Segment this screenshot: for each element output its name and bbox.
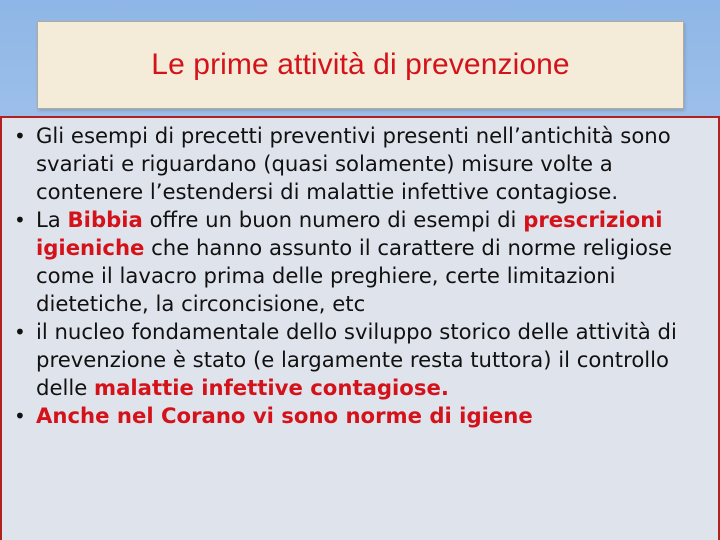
highlight-corano: Anche nel Corano vi sono norme di igiene <box>36 403 533 428</box>
bullet-text: offre un buon numero di esempi di <box>142 207 524 232</box>
highlight-bibbia: Bibbia <box>67 207 143 232</box>
highlight-malattie: malattie infettive contagiose. <box>94 375 449 400</box>
bullet-dot-icon: • <box>14 124 26 148</box>
bullet-text: il nucleo fondamentale dello sviluppo storico delle attività di prevenzione è stato (e largamente resta tuttora) il controllo delle <box>36 319 677 400</box>
bullet-item-3 <box>10 318 716 402</box>
bullet-dot-icon: • <box>14 404 26 428</box>
bullet-item-4 <box>10 402 716 430</box>
bullet-item-2 <box>10 206 716 318</box>
highlight-prescrizioni: prescrizioni igieniche <box>36 207 663 260</box>
bullet-text: che hanno assunto il carattere di norme religiose come il lavacro prima delle preghiere, certe limitazioni dietetiche, la circoncisione, etc <box>36 235 673 316</box>
bullet-dot-icon: • <box>14 208 26 232</box>
slide-title: Le prime attività di prevenzione <box>151 48 570 81</box>
bullet-item-1 <box>10 122 716 206</box>
bullet-list <box>10 122 716 430</box>
content-box <box>0 116 720 540</box>
bullet-text: Gli esempi di precetti preventivi presenti nell’antichità sono svariati e riguardano (quasi solamente) misure volte a contenere l’estendersi di malattie infettive contagiose. <box>36 123 671 204</box>
bullet-text: La <box>36 207 68 232</box>
bullet-dot-icon: • <box>14 320 26 344</box>
title-box <box>37 21 684 109</box>
